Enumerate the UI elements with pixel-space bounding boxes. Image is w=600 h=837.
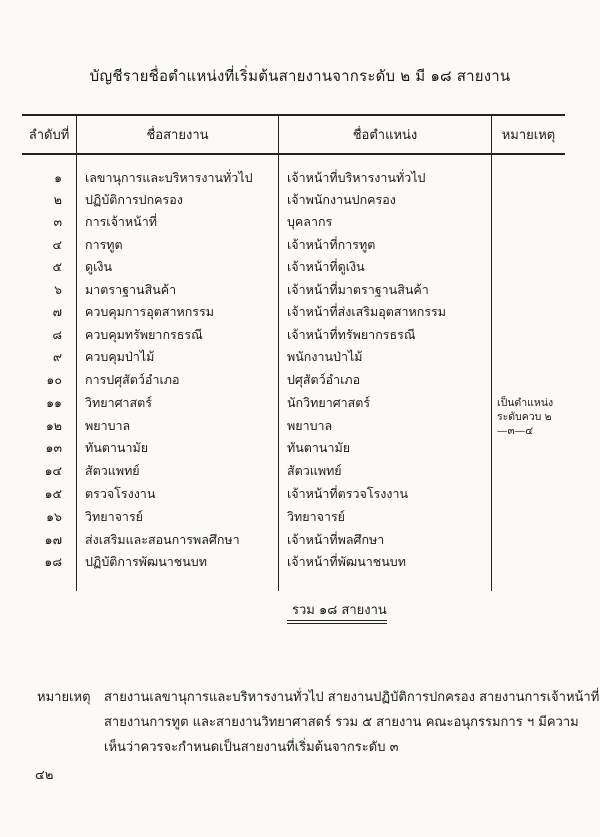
row-line-name: วิทยาศาสตร์ [85,395,153,410]
row-no: ๑๒ [45,418,62,433]
row-line-name: สัตวแพทย์ [85,463,140,478]
note-line: เห็นว่าควรจะกำหนดเป็นสายงานที่เริ่มต้นจากระดับ ๓ [104,740,399,755]
row-position: เจ้าหน้าที่ตรวจโรงงาน [287,486,409,501]
row-line-name: ควบคุมการอุตสาหกรรม [85,304,214,319]
row-no: ๗ [52,304,62,319]
row-no: ๑๔ [44,463,62,478]
note-label: หมายเหตุ [37,690,91,705]
note-line: สายงานการทูต และสายงานวิทยาศาสตร์ รวม ๕ สายงาน คณะอนุกรรมการ ฯ มีความ [104,715,579,730]
row-line-name: มาตราฐานสินค้า [85,282,177,297]
row-position: เจ้าหน้าที่ส่งเสริมอุตสาหกรรม [287,304,446,319]
table-col-divider-1 [76,114,77,591]
row-line-name: การทูต [85,237,123,252]
row-position: วิทยาจารย์ [287,509,345,524]
row-position: เจ้าหน้าที่ดูเงิน [287,259,365,274]
row-line-name: ควบคุมทรัพยากรธรณี [85,327,203,342]
row-no: ๔ [52,237,62,252]
total-underline-2 [287,623,387,624]
row-position: เจ้าหน้าที่บริหารงานทั่วไป [287,170,426,185]
row-position: เจ้าหน้าที่พัฒนาชนบท [287,554,406,569]
row-no: ๓ [53,214,62,229]
row-no: ๙ [52,349,62,364]
row-position: เจ้าหน้าที่ทรัพยากรธรณี [287,327,416,342]
header-no: ลำดับที่ [28,128,70,143]
row-line-name: พยาบาล [85,418,131,433]
table-header-rule [22,153,565,155]
table-col-divider-3 [491,114,492,591]
row-no: ๑๓ [45,440,62,455]
row-line-name: การเจ้าหน้าที่ [85,214,157,229]
row-no: ๑๕ [44,486,62,501]
remark-note: เป็นตำแหน่งระดับควบ ๒—๓—๔ [497,397,554,437]
row-position: นักวิทยาศาสตร์ [287,395,371,410]
row-position: ปศุสัตว์อำเภอ [287,372,361,387]
row-line-name: ตรวจโรงงาน [85,486,156,501]
row-no: ๑๑ [46,395,62,410]
row-position: พนักงานป่าไม้ [287,349,363,364]
header-position: ชื่อตำแหน่ง [352,128,418,143]
row-line-name: การปศุสัตว์อำเภอ [85,372,180,387]
row-line-name: ควบคุมป่าไม้ [85,349,155,364]
total-label: รวม ๑๘ สายงาน [292,603,387,618]
page-title: บัญชีรายชื่อตำแหน่งที่เริ่มต้นสายงานจากระดับ ๒ มี ๑๘ สายงาน [89,67,511,85]
row-no: ๑๗ [44,532,62,547]
row-no: ๘ [52,327,62,342]
row-no: ๒ [53,192,62,207]
row-position: เจ้าพนักงานปกครอง [287,192,396,207]
row-position: ทันตานามัย [287,440,351,455]
row-no: ๑๖ [46,509,62,524]
header-line-name: ชื่อสายงาน [146,128,209,143]
total-underline-1 [287,620,387,621]
row-line-name: ปฏิบัติการพัฒนาชนบท [85,554,207,569]
row-line-name: วิทยาจารย์ [85,509,143,524]
row-position: เจ้าหน้าที่การทูต [287,237,376,252]
row-position: พยาบาล [287,418,333,433]
row-line-name: ดูเงิน [85,259,113,274]
row-no: ๕ [52,259,62,274]
row-position: สัตวแพทย์ [287,463,342,478]
note-line: สายงานเลขานุการและบริหารงานทั่วไป สายงานปฏิบัติการปกครอง สายงานการเจ้าหน้าที่ [104,690,600,705]
row-line-name: ส่งเสริมและสอนการพลศึกษา [85,532,240,547]
row-position: บุคลากร [287,214,333,229]
row-line-name: เลขานุการและบริหารงานทั่วไป [85,170,253,185]
row-no: ๑๐ [46,372,62,387]
row-no: ๑๘ [44,554,62,569]
row-no: ๖ [54,282,62,297]
row-position: เจ้าหน้าที่พลศึกษา [287,532,385,547]
row-line-name: ปฏิบัติการปกครอง [85,192,183,207]
row-position: เจ้าหน้าที่มาตราฐานสินค้า [287,282,429,297]
table-top-rule [22,114,565,116]
header-remark: หมายเหตุ [501,128,556,143]
row-no: ๑ [54,170,62,185]
row-line-name: ทันตานามัย [85,440,149,455]
page-number: ๔๒ [35,768,54,783]
table-col-divider-2 [278,114,279,591]
